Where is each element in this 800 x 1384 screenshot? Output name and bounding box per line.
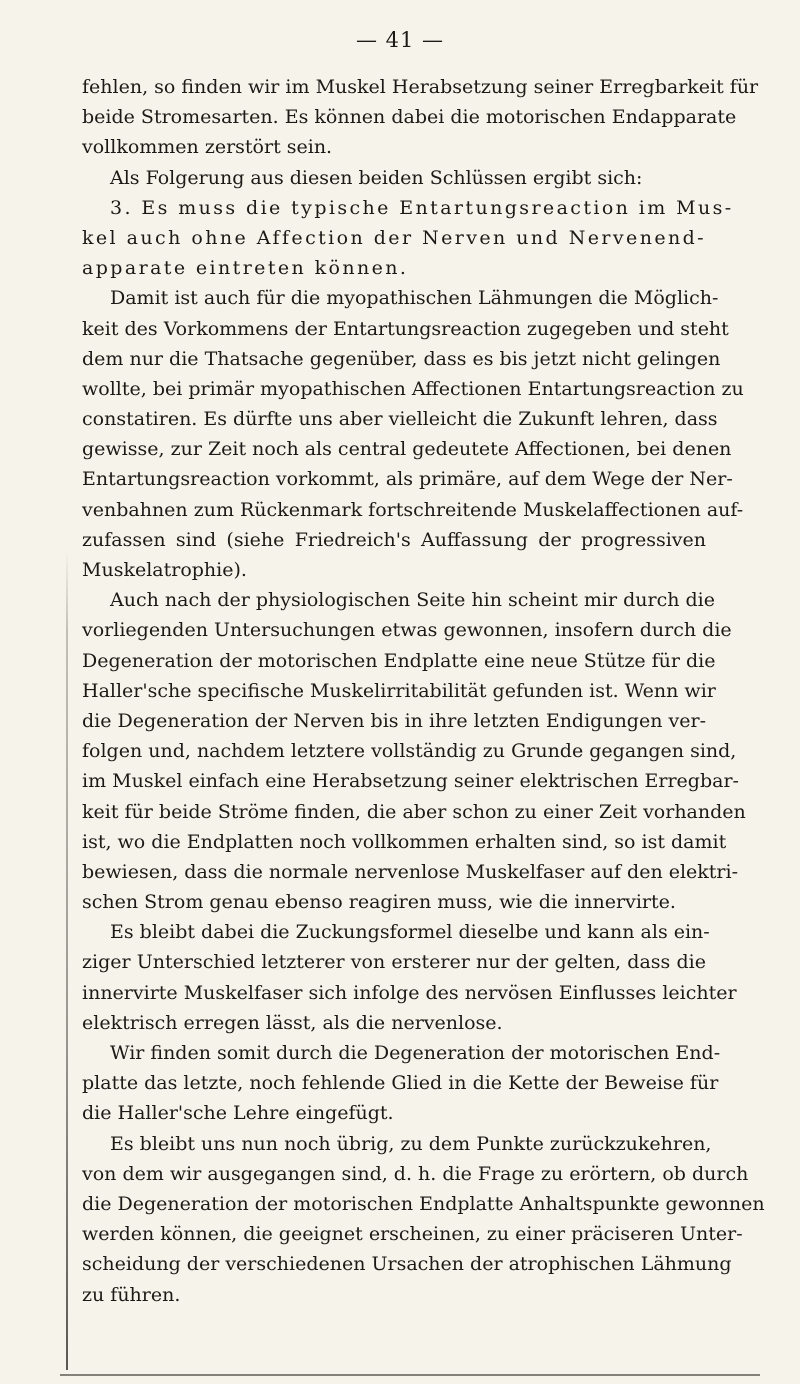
text-line: ziger Unterschied letzterer von ersterer nur der gelten, dass die	[82, 951, 706, 974]
text-line: zufassen sind (siehe Friedreich's Auffassung der progressiven	[82, 528, 706, 551]
page-bottom-edge	[60, 1374, 760, 1376]
text-line: die Degeneration der motorischen Endplatte Anhaltspunkte gewonnen	[82, 1192, 765, 1215]
text-line: vorliegenden Untersuchungen etwas gewonnen, insofern durch die	[82, 619, 732, 642]
text-line: Auch nach der physiologischen Seite hin scheint mir durch die	[110, 589, 715, 612]
text-line: platte das letzte, noch fehlende Glied in die Kette der Beweise für	[82, 1072, 719, 1095]
text-line: Degeneration der motorischen Endplatte eine neue Stütze für die	[82, 649, 716, 672]
emphasis-line: apparate eintreten können.	[82, 257, 409, 280]
text-line: ist, wo die Endplatten noch vollkommen erhalten sind, so ist damit	[82, 830, 727, 853]
text-line: keit des Vorkommens der Entartungsreaction zugegeben und steht	[82, 317, 729, 340]
text-line: scheidung der verschiedenen Ursachen der atrophischen Lähmung	[82, 1253, 732, 1276]
text-line: venbahnen zum Rückenmark fortschreitende Muskelaffectionen auf-	[82, 498, 744, 521]
emphasis-line: kel auch ohne Affection der Nerven und Nervenend-	[82, 226, 706, 249]
binding-edge-shadow	[66, 550, 68, 1370]
text-line: im Muskel einfach eine Herabsetzung seiner elektrischen Erregbar-	[82, 770, 739, 793]
text-line: von dem wir ausgegangen sind, d. h. die Frage zu erörtern, ob durch	[82, 1162, 749, 1185]
text-line: Damit ist auch für die myopathischen Lähmungen die Möglich-	[110, 287, 719, 310]
text-line: constatiren. Es dürfte uns aber vielleicht die Zukunft lehren, dass	[82, 408, 718, 431]
text-line: elektrisch erregen lässt, als die nervenlose.	[82, 1011, 503, 1034]
text-line: schen Strom genau ebenso reagiren muss, wie die innervirte.	[82, 891, 676, 914]
text-line: wollte, bei primär myopathischen Affectionen Entartungsreaction zu	[82, 377, 744, 400]
text-line: werden können, die geeignet erscheinen, zu einer präciseren Unter-	[82, 1223, 743, 1246]
emphasis-line: 3. Es muss die typische Entartungsreaction im Mus-	[110, 196, 734, 219]
text-line: Es bleibt dabei die Zuckungsformel dieselbe und kann als ein-	[110, 921, 710, 944]
page-number: — 41 —	[355, 28, 445, 52]
text-line: innervirte Muskelfaser sich infolge des nervösen Einflusses leichter	[82, 981, 737, 1004]
text-line: keit für beide Ströme finden, die aber schon zu einer Zeit vorhanden	[82, 800, 746, 823]
text-line: Wir finden somit durch die Degeneration der motorischen End-	[110, 1042, 721, 1064]
text-line: fehlen, so finden wir im Muskel Herabsetzung seiner Erregbarkeit für	[82, 76, 759, 98]
text-line: Muskelatrophie).	[82, 559, 247, 581]
text-line: gewisse, zur Zeit noch als central gedeutete Affectionen, bei denen	[82, 438, 732, 461]
text-line: Als Folgerung aus diesen beiden Schlüssen ergibt sich:	[110, 166, 643, 189]
text-line: bewiesen, dass die normale nervenlose Muskelfaser auf den elektri-	[82, 860, 739, 883]
text-line: zu führen.	[82, 1283, 181, 1306]
text-line: Entartungsreaction vorkommt, als primäre, auf dem Wege der Ner-	[82, 468, 733, 491]
text-line: dem nur die Thatsache gegenüber, dass es bis jetzt nicht gelingen	[82, 347, 721, 370]
text-line: folgen und, nachdem letztere vollständig zu Grunde gegangen sind,	[82, 740, 737, 763]
text-line: beide Stromesarten. Es können dabei die motorischen Endapparate	[82, 106, 737, 129]
text-line: Haller'sche specifische Muskelirritabilität gefunden ist. Wenn wir	[82, 679, 716, 702]
text-line: die Degeneration der Nerven bis in ihre letzten Endigungen ver-	[82, 709, 706, 732]
text-line: die Haller'sche Lehre eingefügt.	[82, 1102, 394, 1125]
text-line: vollkommen zerstört sein.	[82, 136, 333, 159]
text-line: Es bleibt uns nun noch übrig, zu dem Punkte zurückzukehren,	[110, 1132, 712, 1155]
body-text	[82, 72, 765, 1310]
